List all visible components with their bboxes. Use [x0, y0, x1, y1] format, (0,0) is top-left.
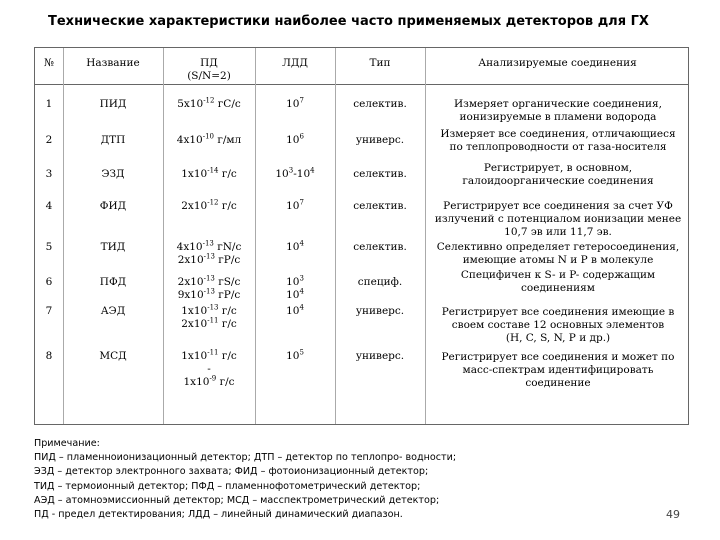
footnote-line: АЭД – атомноэмиссионный детектор; МСД – масспектрометрический детектор; — [34, 494, 440, 506]
header-compounds: Анализируемые соединения — [478, 57, 637, 69]
detection-limit-line: $1x10^{-14}$ г/с — [181, 166, 237, 180]
description-line: имеющие атомы N и P в молекуле — [462, 254, 654, 266]
row-dynamic-range — [255, 200, 335, 213]
row-detection-limit — [163, 241, 255, 267]
row-type: селектив. — [353, 241, 407, 253]
description-line: Регистрирует, в основном, — [483, 162, 633, 174]
detection-limit-line: $2x10^{-13}$ гР/с — [177, 252, 241, 266]
description-line: соединениям — [521, 282, 595, 294]
footnote — [34, 437, 456, 522]
header-divider — [35, 84, 688, 85]
detection-limit-line: $1x10^{-11}$ г/с — [181, 348, 237, 362]
description-line: (H, C, S, N, P и др.) — [505, 332, 611, 344]
row-type: селектив. — [353, 168, 407, 180]
row-num: 8 — [45, 350, 53, 362]
row-detection-limit — [163, 168, 255, 181]
description-line: ионизируемые в пламени водорода — [459, 111, 657, 123]
row-dynamic-range — [255, 168, 335, 181]
detection-limit-line: $4x10^{-13}$ гN/с — [176, 239, 242, 253]
detection-limit-line: $2x10^{-11}$ г/с — [181, 316, 237, 330]
row-num: 5 — [45, 241, 53, 253]
description-line: Специфичен к S- и P- содержащим — [460, 269, 656, 281]
description-line: своем составе 12 основных элементов — [451, 319, 665, 331]
dynamic-range-line: $10^7$ — [286, 198, 304, 212]
detection-limit-line: $1x10^{-9}$ г/с — [183, 374, 235, 388]
footnote-line: ТИД – термоионный детектор; ПФД – пламеннофотометрический детектор; — [34, 480, 421, 492]
row-type: селектив. — [353, 98, 407, 110]
row-compounds-description — [428, 162, 688, 188]
row-detector-name: ПФД — [99, 276, 127, 288]
row-detection-limit — [163, 98, 255, 111]
row-detector-name: ЭЗД — [101, 168, 125, 180]
description-line: излучений с потенциалом ионизации менее — [434, 213, 682, 225]
row-compounds-description — [428, 241, 688, 267]
detection-limit-line: $2x10^{-13}$ гS/с — [177, 274, 241, 288]
row-num: 1 — [45, 98, 53, 110]
header-name: Название — [86, 57, 140, 69]
row-dynamic-range — [255, 98, 335, 111]
row-detection-limit — [163, 276, 255, 302]
row-detector-name: ПИД — [99, 98, 127, 110]
description-line: Регистрирует все соединения за счет УФ — [443, 200, 673, 212]
footnote-line: Примечание: — [34, 438, 100, 449]
description-line: масс-спектрам идентифицировать — [462, 364, 654, 376]
row-dynamic-range — [255, 350, 335, 363]
row-detector-name: ДТП — [100, 134, 126, 146]
row-num: 4 — [45, 200, 53, 212]
row-detection-limit — [163, 350, 255, 389]
row-detector-name: МСД — [99, 350, 127, 362]
dynamic-range-line: $10^5$ — [286, 348, 304, 362]
row-detector-name: АЭД — [100, 305, 126, 317]
row-detector-name: ТИД — [100, 241, 126, 253]
detection-limit-line: - — [207, 363, 211, 375]
detection-limit-line: $2x10^{-12}$ г/с — [181, 198, 237, 212]
description-line: по теплопроводности от газа-носителя — [449, 141, 667, 153]
row-compounds-description — [428, 351, 688, 390]
detection-limit-line: $5x10^{-12}$ гС/с — [177, 96, 241, 110]
header-pd — [163, 57, 255, 83]
header-type: Тип — [369, 57, 391, 69]
description-line: соединение — [525, 377, 591, 389]
header-pd-sub: (S/N=2) — [187, 70, 231, 82]
footnote-line: ЭЗД – детектор электронного захвата; ФИД – фотоионизационный детектор; — [34, 466, 429, 478]
row-detection-limit — [163, 305, 255, 331]
page-number: 49 — [666, 508, 680, 521]
header-pd-label: ПД — [200, 57, 218, 69]
row-num: 2 — [45, 134, 53, 146]
row-num: 3 — [45, 168, 53, 180]
description-line: 10,7 эв или 11,7 эв. — [504, 226, 612, 238]
detection-limit-line: $9x10^{-13}$ гР/с — [177, 287, 241, 301]
row-detection-limit — [163, 200, 255, 213]
description-line: галоидоорганические соединения — [462, 175, 654, 187]
row-detector-name: ФИД — [99, 200, 127, 212]
footnote-line: ПД - предел детектирования; ЛДД – линейный динамический диапазон. — [34, 509, 403, 521]
row-type: универс. — [355, 134, 405, 146]
row-type: специф. — [357, 276, 403, 288]
description-line: Измеряет органические соединения, — [454, 98, 662, 110]
row-dynamic-range — [255, 276, 335, 302]
description-line: Измеряет все соединения, отличающиеся — [440, 128, 676, 140]
dynamic-range-line: $10^4$ — [286, 303, 304, 317]
row-dynamic-range — [255, 305, 335, 318]
row-compounds-description — [428, 306, 688, 345]
detectors-table — [34, 47, 689, 425]
footnote-line: ПИД – пламенноионизационный детектор; ДТП – детектор по теплопро- водности; — [34, 452, 457, 464]
dynamic-range-line: $10^3-10^4$ — [275, 166, 315, 180]
row-type: универс. — [355, 305, 405, 317]
dynamic-range-line: $10^4$ — [286, 239, 304, 253]
row-type: селектив. — [353, 200, 407, 212]
row-compounds-description — [428, 200, 688, 239]
column-divider — [425, 48, 426, 424]
description-line: Регистрирует все соединения и может по — [441, 351, 675, 363]
header-num: № — [44, 57, 54, 69]
header-ldd: ЛДД — [282, 57, 308, 69]
description-line: Регистрирует все соединения имеющие в — [441, 306, 675, 318]
row-compounds-description — [428, 98, 688, 124]
page-title: Технические характеристики наиболее часто применяемых детекторов для ГХ — [48, 14, 649, 29]
row-dynamic-range — [255, 241, 335, 254]
description-line: Селективно определяет гетеросоединения, — [436, 241, 680, 253]
row-num: 7 — [45, 305, 53, 317]
row-detection-limit — [163, 134, 255, 147]
dynamic-range-line: $10^7$ — [286, 96, 304, 110]
dynamic-range-line: $10^3$ — [286, 274, 304, 288]
dynamic-range-line: $10^6$ — [286, 132, 304, 146]
dynamic-range-line: $10^4$ — [286, 287, 304, 301]
row-num: 6 — [45, 276, 53, 288]
row-compounds-description — [428, 269, 688, 295]
row-type: универс. — [355, 350, 405, 362]
row-compounds-description — [428, 128, 688, 154]
detection-limit-line: $4x10^{-10}$ г/мл — [176, 132, 242, 146]
row-dynamic-range — [255, 134, 335, 147]
detection-limit-line: $1x10^{-13}$ г/с — [181, 303, 237, 317]
